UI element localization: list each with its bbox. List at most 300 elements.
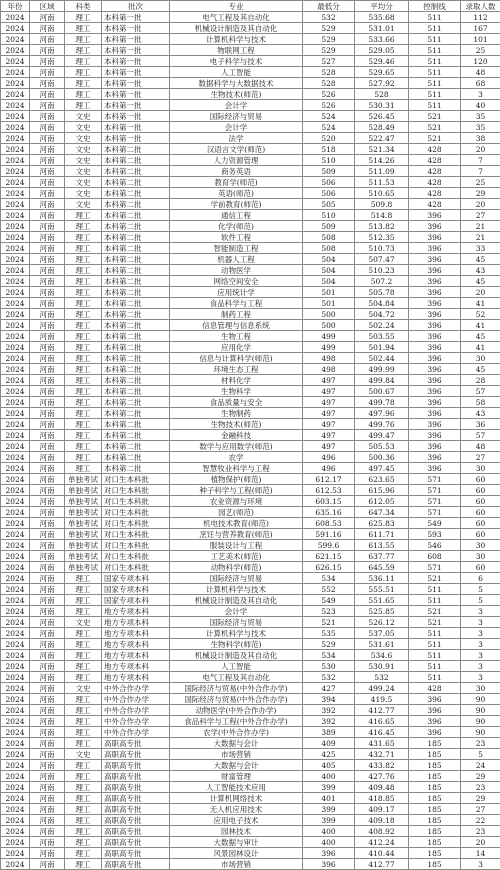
region-cell: 河南	[30, 56, 65, 67]
control-line-cell: 608	[409, 551, 461, 562]
admitted-count-cell: 36	[461, 419, 500, 430]
region-cell: 河南	[30, 364, 65, 375]
table-row	[1, 628, 500, 639]
control-line-cell: 185	[409, 738, 461, 749]
table-row	[1, 815, 500, 826]
region-cell: 河南	[30, 595, 65, 606]
table-row	[1, 826, 500, 837]
year-cell: 2024	[1, 793, 30, 804]
subject-cell: 理工	[65, 320, 102, 331]
admitted-count-cell: 29	[461, 771, 500, 782]
min-score-cell: 523	[303, 606, 355, 617]
batch-cell: 本科第二批	[102, 254, 170, 265]
admitted-count-cell: 52	[461, 309, 500, 320]
admitted-count-cell: 43	[461, 408, 500, 419]
region-cell: 河南	[30, 67, 65, 78]
admitted-count-cell: 20	[461, 837, 500, 848]
region-cell: 河南	[30, 496, 65, 507]
region-cell: 河南	[30, 749, 65, 760]
subject-cell: 理工	[65, 298, 102, 309]
min-score-cell: 509	[303, 221, 355, 232]
batch-cell: 本科第二批	[102, 199, 170, 210]
year-cell: 2024	[1, 166, 30, 177]
table-row	[1, 34, 500, 45]
admitted-count-cell: 48	[461, 67, 500, 78]
avg-score-cell: 502.44	[355, 353, 409, 364]
region-cell: 河南	[30, 232, 65, 243]
admitted-count-cell: 20	[461, 199, 500, 210]
table-row	[1, 771, 500, 782]
region-cell: 河南	[30, 199, 65, 210]
table-row	[1, 254, 500, 265]
admitted-count-cell: 58	[461, 397, 500, 408]
region-cell: 河南	[30, 859, 65, 870]
table-row	[1, 56, 500, 67]
avg-score-cell: 503.55	[355, 331, 409, 342]
avg-score-cell: 505.53	[355, 441, 409, 452]
subject-cell: 文史	[65, 155, 102, 166]
batch-cell: 国家专项本科	[102, 595, 170, 606]
major-cell: 会计学	[170, 100, 303, 111]
table-row	[1, 177, 500, 188]
major-cell: 国际经济与贸易(中外合作办学)	[170, 694, 303, 705]
min-score-cell: 524	[303, 122, 355, 133]
year-cell: 2024	[1, 144, 30, 155]
admitted-count-cell: 6	[461, 573, 500, 584]
subject-cell: 文史	[65, 166, 102, 177]
admitted-count-cell: 7	[461, 166, 500, 177]
region-cell: 河南	[30, 419, 65, 430]
admitted-count-cell: 27	[461, 210, 500, 221]
control-line-cell: 511	[409, 56, 461, 67]
min-score-cell: 591.16	[303, 529, 355, 540]
avg-score-cell: 528.49	[355, 122, 409, 133]
year-cell: 2024	[1, 661, 30, 672]
major-cell: 食品科学与工程(中外合作办学)	[170, 716, 303, 727]
subject-cell: 理工	[65, 89, 102, 100]
table-row	[1, 452, 500, 463]
control-line-cell: 511	[409, 100, 461, 111]
control-line-cell: 396	[409, 452, 461, 463]
region-cell: 河南	[30, 705, 65, 716]
major-cell: 学前教育(师范)	[170, 199, 303, 210]
batch-cell: 地方专项本科	[102, 617, 170, 628]
region-cell: 河南	[30, 727, 65, 738]
major-cell: 国际经济与贸易	[170, 573, 303, 584]
control-line-cell: 396	[409, 221, 461, 232]
batch-cell: 本科第二批	[102, 419, 170, 430]
avg-score-cell: 412.77	[355, 705, 409, 716]
region-cell: 河南	[30, 166, 65, 177]
admitted-count-cell: 23	[461, 826, 500, 837]
avg-score-cell: 416.65	[355, 716, 409, 727]
batch-cell: 本科第二批	[102, 320, 170, 331]
control-line-cell: 185	[409, 760, 461, 771]
subject-cell: 理工	[65, 353, 102, 364]
table-row	[1, 243, 500, 254]
min-score-cell: 530	[303, 661, 355, 672]
year-cell: 2024	[1, 23, 30, 34]
major-cell: 信息管理与信息系统	[170, 320, 303, 331]
admitted-count-cell: 3	[461, 672, 500, 683]
admitted-count-cell: 60	[461, 518, 500, 529]
control-line-cell: 396	[409, 419, 461, 430]
region-cell: 河南	[30, 474, 65, 485]
batch-cell: 本科第二批	[102, 342, 170, 353]
batch-cell: 本科第二批	[102, 309, 170, 320]
avg-score-cell: 408.92	[355, 826, 409, 837]
year-cell: 2024	[1, 716, 30, 727]
batch-cell: 本科第二批	[102, 276, 170, 287]
region-cell: 河南	[30, 45, 65, 56]
major-cell: 计算机网络技术	[170, 793, 303, 804]
batch-cell: 高职高专批	[102, 771, 170, 782]
subject-cell: 理工	[65, 672, 102, 683]
avg-score-cell: 537.05	[355, 628, 409, 639]
table-row	[1, 397, 500, 408]
table-row	[1, 661, 500, 672]
admitted-count-cell: 112	[461, 12, 500, 23]
col-header-control-line: 控制线	[409, 1, 461, 12]
batch-cell: 中外合作办学	[102, 705, 170, 716]
table-row	[1, 760, 500, 771]
avg-score-cell: 645.59	[355, 562, 409, 573]
avg-score-cell: 647.34	[355, 507, 409, 518]
admitted-count-cell: 120	[461, 56, 500, 67]
min-score-cell: 506	[303, 188, 355, 199]
region-cell: 河南	[30, 573, 65, 584]
avg-score-cell: 504.72	[355, 309, 409, 320]
region-cell: 河南	[30, 793, 65, 804]
admitted-count-cell: 60	[461, 496, 500, 507]
subject-cell: 理工	[65, 738, 102, 749]
admitted-count-cell: 24	[461, 760, 500, 771]
min-score-cell: 500	[303, 320, 355, 331]
year-cell: 2024	[1, 221, 30, 232]
min-score-cell: 392	[303, 716, 355, 727]
min-score-cell: 526	[303, 89, 355, 100]
batch-cell: 本科第一批	[102, 78, 170, 89]
min-score-cell: 396	[303, 848, 355, 859]
year-cell: 2024	[1, 672, 30, 683]
major-cell: 人工智能技术应用	[170, 782, 303, 793]
min-score-cell: 496	[303, 463, 355, 474]
region-cell: 河南	[30, 23, 65, 34]
control-line-cell: 428	[409, 683, 461, 694]
avg-score-cell: 418.85	[355, 793, 409, 804]
min-score-cell: 497	[303, 386, 355, 397]
admitted-count-cell: 43	[461, 265, 500, 276]
batch-cell: 本科第二批	[102, 287, 170, 298]
subject-cell: 理工	[65, 342, 102, 353]
subject-cell: 单独考试	[65, 474, 102, 485]
avg-score-cell: 623.65	[355, 474, 409, 485]
year-cell: 2024	[1, 386, 30, 397]
batch-cell: 高职高专批	[102, 859, 170, 870]
year-cell: 2024	[1, 474, 30, 485]
min-score-cell: 508	[303, 232, 355, 243]
year-cell: 2024	[1, 364, 30, 375]
batch-cell: 地方专项本科	[102, 661, 170, 672]
min-score-cell: 497	[303, 408, 355, 419]
batch-cell: 对口生本科批	[102, 518, 170, 529]
major-cell: 农学(中外合作办学)	[170, 727, 303, 738]
major-cell: 动物科学(师范)	[170, 562, 303, 573]
batch-cell: 本科第一批	[102, 89, 170, 100]
subject-cell: 理工	[65, 265, 102, 276]
admitted-count-cell: 28	[461, 375, 500, 386]
min-score-cell: 528	[303, 78, 355, 89]
year-cell: 2024	[1, 518, 30, 529]
major-cell: 生物技术(师范)	[170, 89, 303, 100]
table-row	[1, 749, 500, 760]
subject-cell: 单独考试	[65, 529, 102, 540]
batch-cell: 高职高专批	[102, 782, 170, 793]
table-row	[1, 584, 500, 595]
year-cell: 2024	[1, 408, 30, 419]
region-cell: 河南	[30, 34, 65, 45]
subject-cell: 理工	[65, 793, 102, 804]
major-cell: 动物医学(中外合作办学)	[170, 705, 303, 716]
min-score-cell: 394	[303, 694, 355, 705]
admitted-count-cell: 21	[461, 221, 500, 232]
admitted-count-cell: 27	[461, 804, 500, 815]
table-row	[1, 485, 500, 496]
control-line-cell: 396	[409, 441, 461, 452]
year-cell: 2024	[1, 67, 30, 78]
subject-cell: 理工	[65, 441, 102, 452]
min-score-cell: 552	[303, 584, 355, 595]
control-line-cell: 428	[409, 177, 461, 188]
min-score-cell: 529	[303, 23, 355, 34]
avg-score-cell: 611.71	[355, 529, 409, 540]
control-line-cell: 521	[409, 133, 461, 144]
control-line-cell: 511	[409, 78, 461, 89]
table-row	[1, 265, 500, 276]
year-cell: 2024	[1, 540, 30, 551]
major-cell: 机械设计制造及其自动化	[170, 23, 303, 34]
table-row	[1, 474, 500, 485]
avg-score-cell: 625.83	[355, 518, 409, 529]
avg-score-cell: 525.85	[355, 606, 409, 617]
avg-score-cell: 410.44	[355, 848, 409, 859]
min-score-cell: 425	[303, 749, 355, 760]
year-cell: 2024	[1, 375, 30, 386]
admitted-count-cell: 33	[461, 243, 500, 254]
table-row	[1, 804, 500, 815]
major-cell: 机电技术教育(师范)	[170, 518, 303, 529]
control-line-cell: 428	[409, 199, 461, 210]
table-row	[1, 837, 500, 848]
major-cell: 商务英语	[170, 166, 303, 177]
year-cell: 2024	[1, 232, 30, 243]
min-score-cell: 400	[303, 837, 355, 848]
major-cell: 教育学(师范)	[170, 177, 303, 188]
table-row	[1, 342, 500, 353]
year-cell: 2024	[1, 56, 30, 67]
major-cell: 软件工程	[170, 232, 303, 243]
control-line-cell: 521	[409, 111, 461, 122]
region-cell: 河南	[30, 716, 65, 727]
header-row	[1, 1, 500, 12]
table-row	[1, 694, 500, 705]
year-cell: 2024	[1, 12, 30, 23]
avg-score-cell: 510.65	[355, 188, 409, 199]
control-line-cell: 396	[409, 254, 461, 265]
avg-score-cell: 500.36	[355, 452, 409, 463]
col-header-subject: 科类	[65, 1, 102, 12]
year-cell: 2024	[1, 34, 30, 45]
region-cell: 河南	[30, 771, 65, 782]
region-cell: 河南	[30, 529, 65, 540]
region-cell: 河南	[30, 738, 65, 749]
table-row	[1, 859, 500, 870]
table-row	[1, 298, 500, 309]
subject-cell: 理工	[65, 375, 102, 386]
control-line-cell: 396	[409, 309, 461, 320]
region-cell: 河南	[30, 606, 65, 617]
subject-cell: 理工	[65, 243, 102, 254]
admitted-count-cell: 30	[461, 353, 500, 364]
year-cell: 2024	[1, 507, 30, 518]
subject-cell: 文史	[65, 111, 102, 122]
region-cell: 河南	[30, 683, 65, 694]
min-score-cell: 497	[303, 430, 355, 441]
control-line-cell: 396	[409, 287, 461, 298]
year-cell: 2024	[1, 463, 30, 474]
year-cell: 2024	[1, 452, 30, 463]
subject-cell: 单独考试	[65, 551, 102, 562]
min-score-cell: 504	[303, 265, 355, 276]
batch-cell: 本科第二批	[102, 375, 170, 386]
subject-cell: 理工	[65, 595, 102, 606]
major-cell: 计算机科学与技术	[170, 34, 303, 45]
admitted-count-cell: 41	[461, 298, 500, 309]
admitted-count-cell: 30	[461, 551, 500, 562]
batch-cell: 高职高专批	[102, 815, 170, 826]
avg-score-cell: 499.99	[355, 364, 409, 375]
region-cell: 河南	[30, 804, 65, 815]
subject-cell: 理工	[65, 573, 102, 584]
table-row	[1, 463, 500, 474]
year-cell: 2024	[1, 749, 30, 760]
avg-score-cell: 522.47	[355, 133, 409, 144]
admitted-count-cell: 3	[461, 628, 500, 639]
table-row	[1, 738, 500, 749]
subject-cell: 文史	[65, 133, 102, 144]
avg-score-cell: 529.05	[355, 45, 409, 56]
year-cell: 2024	[1, 265, 30, 276]
min-score-cell: 499	[303, 331, 355, 342]
admitted-count-cell: 60	[461, 562, 500, 573]
control-line-cell: 396	[409, 320, 461, 331]
control-line-cell: 511	[409, 639, 461, 650]
major-cell: 国际经济与贸易	[170, 617, 303, 628]
avg-score-cell: 532	[355, 672, 409, 683]
subject-cell: 单独考试	[65, 518, 102, 529]
subject-cell: 理工	[65, 364, 102, 375]
admitted-count-cell: 3	[461, 617, 500, 628]
major-cell: 生物技术(师范)	[170, 419, 303, 430]
min-score-cell: 505	[303, 199, 355, 210]
avg-score-cell: 531.61	[355, 639, 409, 650]
batch-cell: 本科第二批	[102, 364, 170, 375]
table-row	[1, 331, 500, 342]
batch-cell: 本科第二批	[102, 430, 170, 441]
min-score-cell: 508	[303, 243, 355, 254]
table-row	[1, 12, 500, 23]
subject-cell: 理工	[65, 859, 102, 870]
control-line-cell: 521	[409, 617, 461, 628]
control-line-cell: 396	[409, 397, 461, 408]
major-cell: 大数据与会计	[170, 760, 303, 771]
table-row	[1, 683, 500, 694]
control-line-cell: 396	[409, 276, 461, 287]
control-line-cell: 185	[409, 771, 461, 782]
subject-cell: 理工	[65, 419, 102, 430]
subject-cell: 理工	[65, 694, 102, 705]
min-score-cell: 497	[303, 397, 355, 408]
subject-cell: 理工	[65, 34, 102, 45]
control-line-cell: 185	[409, 826, 461, 837]
min-score-cell: 532	[303, 12, 355, 23]
control-line-cell: 396	[409, 243, 461, 254]
major-cell: 服装设计与工程	[170, 540, 303, 551]
min-score-cell: 498	[303, 364, 355, 375]
control-line-cell: 185	[409, 859, 461, 870]
min-score-cell: 504	[303, 254, 355, 265]
admitted-count-cell: 30	[461, 463, 500, 474]
table-row	[1, 848, 500, 859]
admitted-count-cell: 22	[461, 815, 500, 826]
admitted-count-cell: 5	[461, 749, 500, 760]
min-score-cell: 401	[303, 793, 355, 804]
avg-score-cell: 514.8	[355, 210, 409, 221]
table-row	[1, 375, 500, 386]
year-cell: 2024	[1, 694, 30, 705]
batch-cell: 对口生本科批	[102, 474, 170, 485]
avg-score-cell: 509.8	[355, 199, 409, 210]
year-cell: 2024	[1, 804, 30, 815]
min-score-cell: 528	[303, 67, 355, 78]
min-score-cell: 549	[303, 595, 355, 606]
major-cell: 机械设计制造及其自动化	[170, 595, 303, 606]
avg-score-cell: 497.96	[355, 408, 409, 419]
col-header-batch: 批次	[102, 1, 170, 12]
avg-score-cell: 507.2	[355, 276, 409, 287]
subject-cell: 理工	[65, 705, 102, 716]
major-cell: 风景园林设计	[170, 848, 303, 859]
control-line-cell: 511	[409, 628, 461, 639]
admitted-count-cell: 3	[461, 606, 500, 617]
avg-score-cell: 533.66	[355, 34, 409, 45]
control-line-cell: 428	[409, 155, 461, 166]
region-cell: 河南	[30, 100, 65, 111]
table-row	[1, 562, 500, 573]
admitted-count-cell: 45	[461, 254, 500, 265]
admitted-count-cell: 60	[461, 529, 500, 540]
major-cell: 信息与计算科学(师范)	[170, 353, 303, 364]
table-row	[1, 287, 500, 298]
control-line-cell: 511	[409, 23, 461, 34]
min-score-cell: 603.15	[303, 496, 355, 507]
major-cell: 计算机科学与技术	[170, 628, 303, 639]
table-row	[1, 67, 500, 78]
batch-cell: 本科第二批	[102, 166, 170, 177]
avg-score-cell: 514.26	[355, 155, 409, 166]
control-line-cell: 428	[409, 166, 461, 177]
min-score-cell: 497	[303, 441, 355, 452]
